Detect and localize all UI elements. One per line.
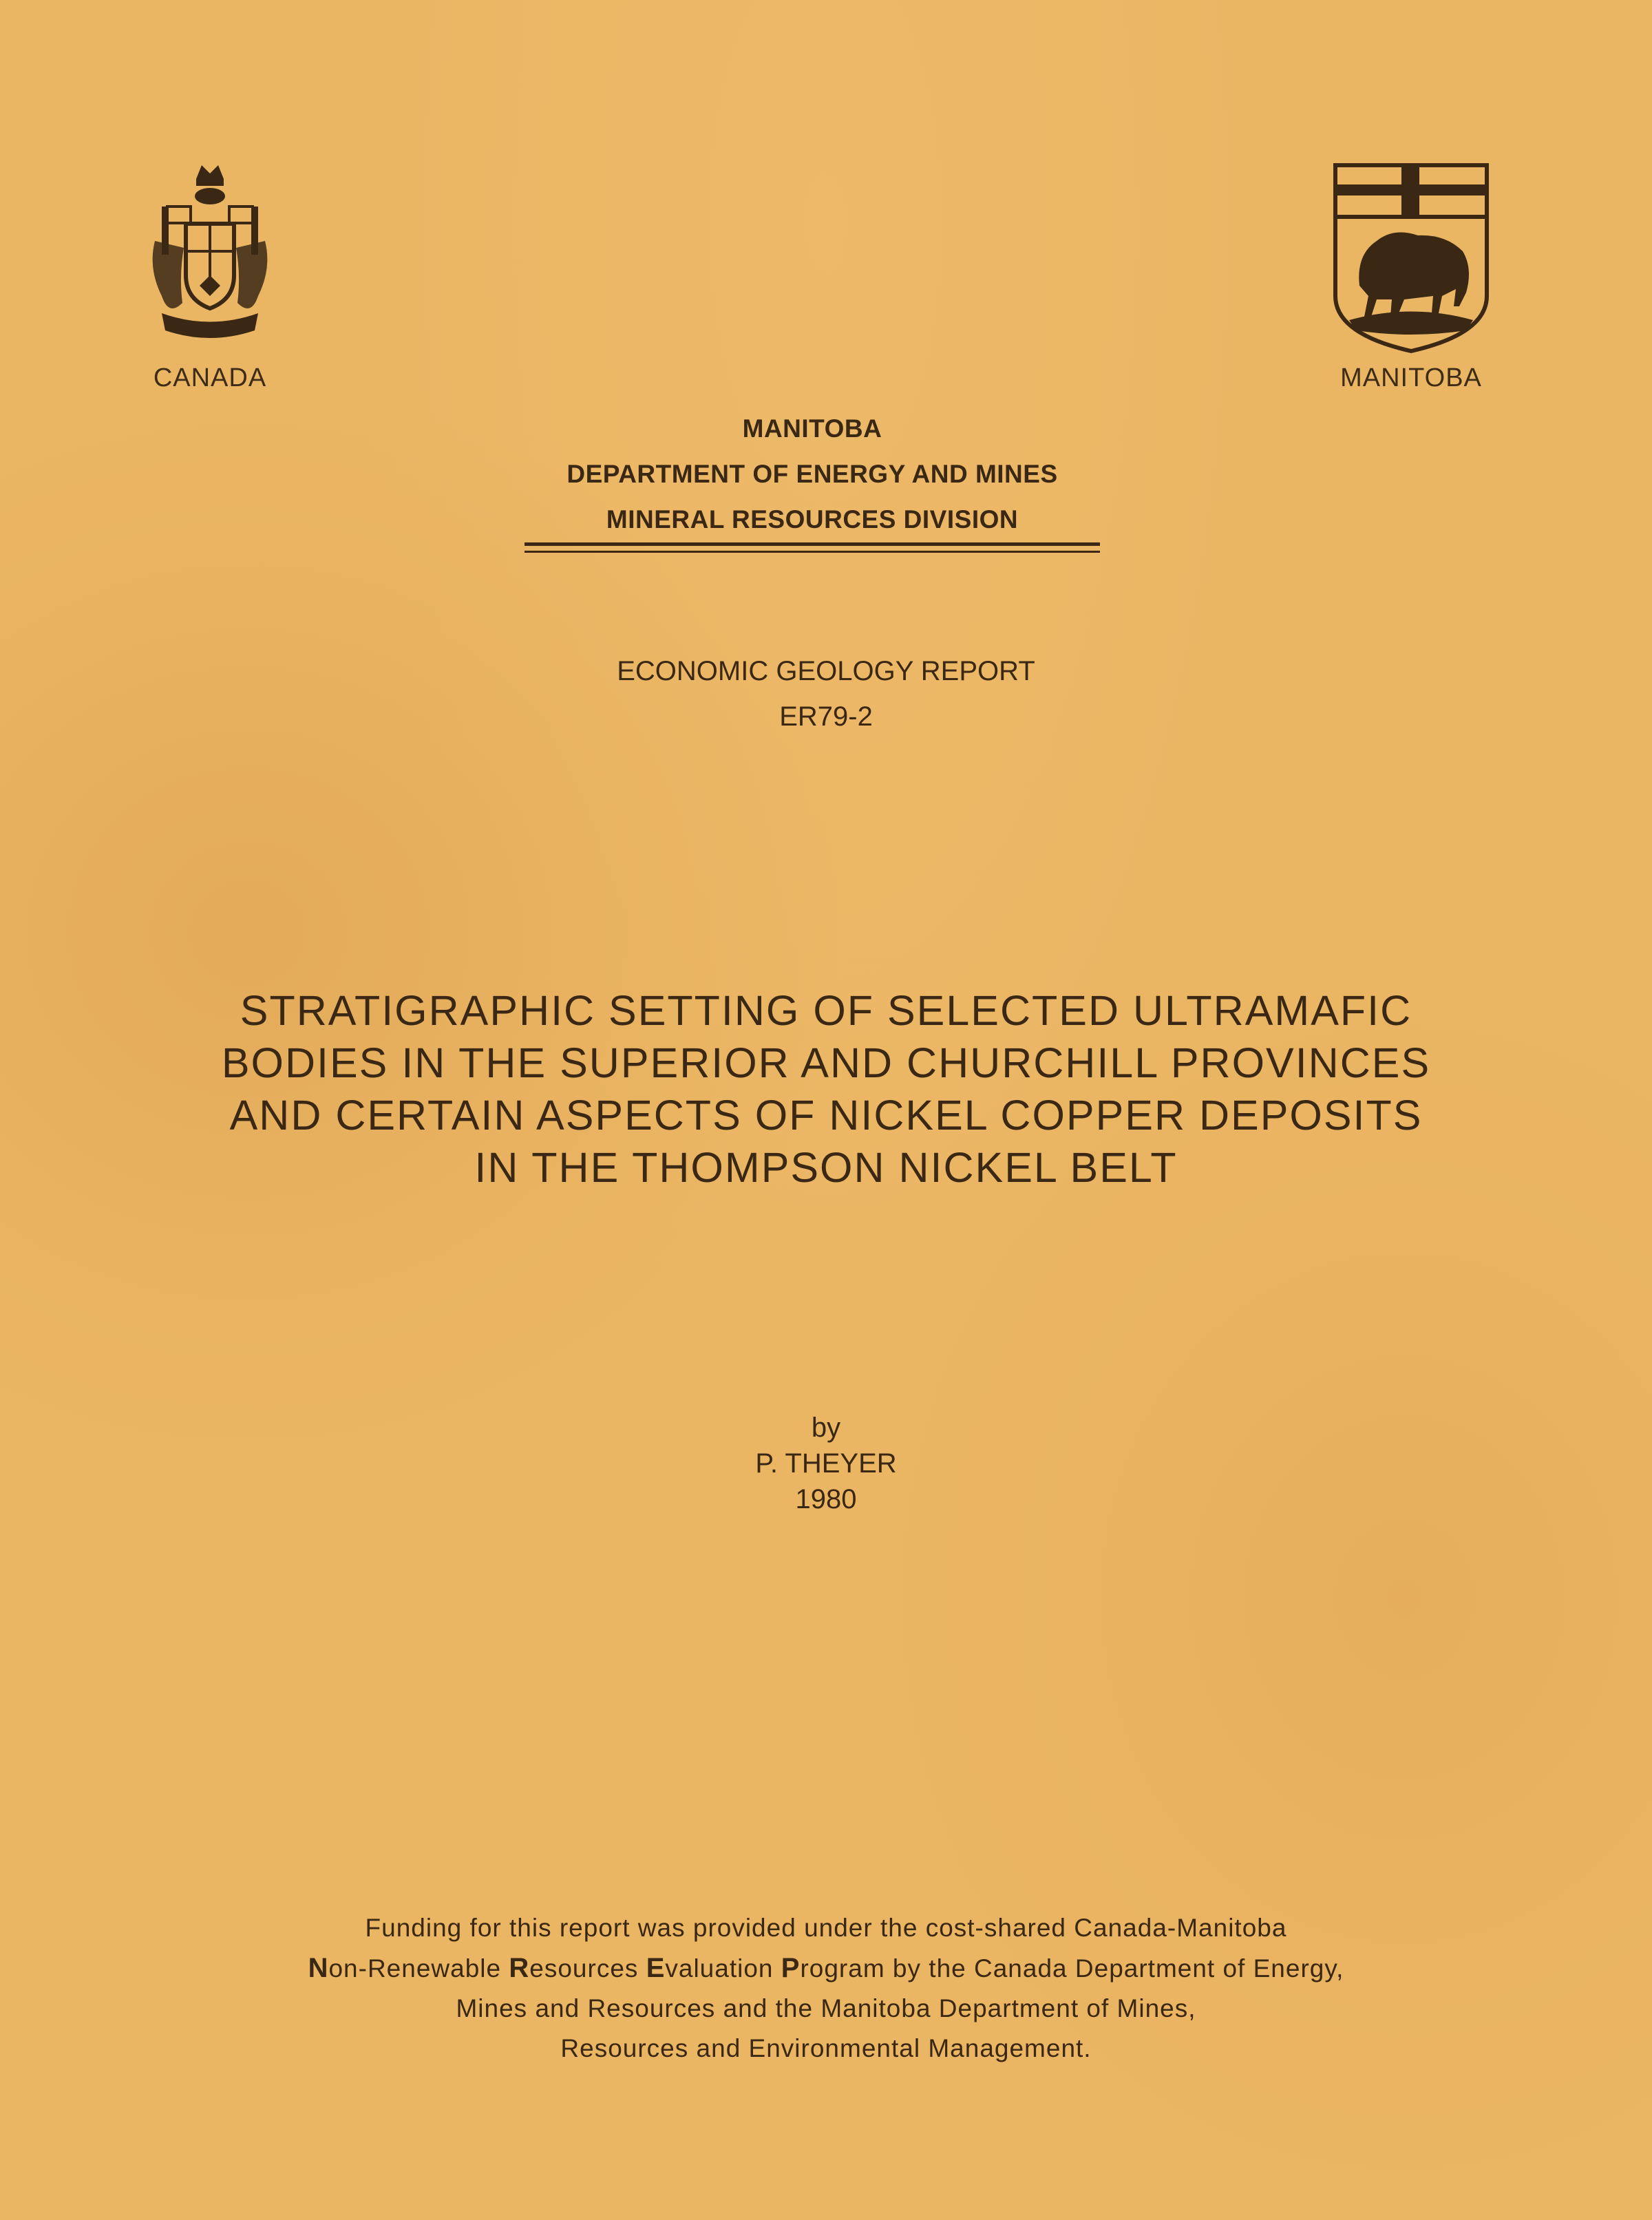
report-title: [83, 984, 1569, 1194]
word-rest: on-Renewable: [328, 1954, 509, 1983]
funding-line: Funding for this report was provided under the cost-shared Canada-Manitoba: [365, 1914, 1287, 1942]
province-heading: MANITOBA: [742, 414, 882, 443]
title-line: AND CERTAIN ASPECTS OF NICKEL COPPER DEPOSITS: [229, 1092, 1423, 1139]
manitoba-label: MANITOBA: [1340, 363, 1482, 392]
department-heading: DEPARTMENT OF ENERGY AND MINES: [566, 460, 1058, 488]
publication-year: 1980: [795, 1484, 857, 1514]
report-number: ER79-2: [779, 701, 873, 732]
by-label: by: [811, 1413, 841, 1443]
masthead: [523, 406, 1101, 542]
canada-coat-of-arms-icon: [141, 158, 279, 358]
division-heading: MINERAL RESOURCES DIVISION: [606, 505, 1019, 533]
initial-r: R: [509, 1953, 530, 1983]
report-series: ECONOMIC GEOLOGY REPORT: [617, 656, 1035, 686]
author-name: P. THEYER: [755, 1448, 897, 1479]
byline: [620, 1410, 1032, 1517]
word-rest: valuation: [665, 1954, 781, 1983]
canada-label: CANADA: [153, 363, 267, 392]
title-line: STRATIGRAPHIC SETTING OF SELECTED ULTRAMAFIC: [240, 987, 1412, 1034]
funding-line: Mines and Resources and the Manitoba Department of Mines,: [456, 1994, 1196, 2022]
title-line: BODIES IN THE SUPERIOR AND CHURCHILL PROVINCES: [221, 1039, 1431, 1086]
manitoba-emblem: [1308, 158, 1514, 393]
title-line: IN THE THOMPSON NICKEL BELT: [474, 1144, 1178, 1191]
double-rule-bottom: [525, 551, 1100, 553]
funding-line: Resources and Environmental Management.: [560, 2034, 1092, 2062]
funding-line-program: [138, 1948, 1514, 1989]
word-rest: esources: [529, 1954, 646, 1983]
report-identifier: [482, 648, 1170, 739]
manitoba-coat-of-arms-icon: [1328, 158, 1494, 358]
double-rule-top: [525, 542, 1100, 546]
initial-e: E: [646, 1953, 666, 1983]
word-rest: rogram by the Canada Department of Energy,: [800, 1954, 1344, 1983]
initial-n: N: [308, 1953, 329, 1983]
initial-p: P: [781, 1953, 801, 1983]
canada-emblem: [117, 158, 303, 393]
funding-statement: [138, 1908, 1514, 2069]
